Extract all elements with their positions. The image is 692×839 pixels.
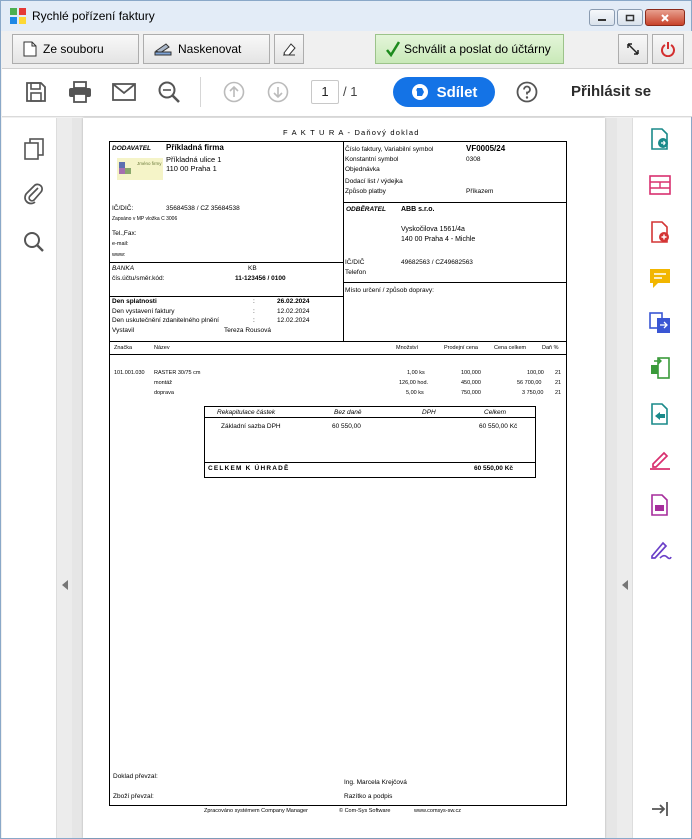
power-icon xyxy=(660,41,676,57)
supplier-city: 110 00 Praha 1 xyxy=(166,164,217,173)
share-label: Sdílet xyxy=(436,83,478,101)
recap-total-value: 60 550,00 Kč xyxy=(474,465,514,472)
recap-row-total: 60 550,00 Kč xyxy=(479,423,518,430)
recap-row-label: Základní sazba DPH xyxy=(221,423,281,430)
request-signature-button[interactable] xyxy=(648,538,672,562)
due-label: Den splatnosti xyxy=(112,298,157,305)
export-pdf-icon xyxy=(648,127,672,151)
item-total: 100,00 xyxy=(527,370,544,376)
left-rail xyxy=(2,118,56,838)
close-icon xyxy=(660,13,670,23)
items-header-line xyxy=(109,354,567,355)
minimize-icon xyxy=(597,14,607,22)
collapse-tools-button[interactable] xyxy=(648,797,672,821)
page-number-input[interactable]: 1 xyxy=(311,80,339,104)
invoice-number-label: Číslo faktury, Variabilní symbol xyxy=(345,146,434,153)
item-qty: 1,00 ks xyxy=(407,370,425,376)
save-button[interactable] xyxy=(24,80,48,104)
bank-separator-bottom xyxy=(109,296,343,297)
footer-company: © Com-Sys Software xyxy=(339,808,391,814)
issued-value: 12.02.2024 xyxy=(277,308,310,315)
help-icon xyxy=(516,81,538,103)
checkmark-icon xyxy=(386,41,400,57)
order-label: Objednávka xyxy=(345,166,380,173)
page-total: / 1 xyxy=(343,84,358,99)
recap-row-base: 60 550,00 xyxy=(332,423,361,430)
item-name: montáž xyxy=(154,380,173,386)
next-page-button[interactable] xyxy=(266,80,290,104)
item-code: 101.001.030 xyxy=(114,370,145,376)
goods-received: Zboží převzal: xyxy=(113,793,154,800)
item-total: 3 750,00 xyxy=(522,390,544,396)
supplier-street: Příkladná ulice 1 xyxy=(166,155,222,164)
recap-header-3: DPH xyxy=(422,409,436,416)
const-symbol-label: Konstantní symbol xyxy=(345,156,399,163)
bank-separator-top xyxy=(109,262,343,263)
taxable-value: 12.02.2024 xyxy=(277,317,310,324)
print-button[interactable] xyxy=(68,80,92,104)
account-value: 11-123456 / 0100 xyxy=(235,275,286,282)
customer-ico-label: IČ/DIČ xyxy=(345,259,365,266)
zoom-icon xyxy=(157,80,181,104)
due-colon: : xyxy=(253,298,255,305)
organize-icon xyxy=(648,356,672,380)
customer-tel-label: Telefon xyxy=(345,269,366,276)
item-vat: 21 xyxy=(555,380,562,386)
window-controls xyxy=(589,9,685,26)
scan-button[interactable] xyxy=(143,34,270,64)
recap-header-1: Rekapitulace částek xyxy=(217,409,276,416)
from-file-label: Ze souboru xyxy=(43,42,104,56)
sign-in-link[interactable]: Přihlásit se xyxy=(571,83,652,100)
supplier-name: Příkladná firma xyxy=(166,143,224,152)
footer-system: Zpracováno systémem Company Manager xyxy=(204,808,308,814)
signature-icon xyxy=(648,538,672,562)
col-qty: Množství xyxy=(396,345,419,351)
issuer-label: Vystavil xyxy=(112,327,135,334)
app-toolbar xyxy=(2,31,692,69)
recap-header-2: Bez daně xyxy=(334,409,362,416)
convert-button[interactable] xyxy=(648,402,672,426)
taxable-label: Den uskutečnění zdanitelného plnění xyxy=(112,317,219,324)
col-name: Název xyxy=(154,345,170,351)
destination-label: Místo určení / způsob dopravy: xyxy=(345,287,434,294)
search-icon xyxy=(22,230,46,254)
combine-files-button[interactable] xyxy=(648,311,672,335)
fullscreen-button[interactable] xyxy=(618,34,648,64)
attachments-button[interactable] xyxy=(22,182,46,206)
eraser-icon xyxy=(281,42,297,56)
close-button[interactable] xyxy=(645,9,685,26)
bank-value: KB xyxy=(248,265,257,272)
restore-button[interactable] xyxy=(617,9,643,26)
item-price: 750,000 xyxy=(461,390,481,396)
recap-total-line xyxy=(204,462,536,463)
col-code: Značka xyxy=(114,345,133,351)
customer-ico-value: 49682563 / CZ49682563 xyxy=(401,259,473,266)
document-lock-icon xyxy=(648,493,672,517)
recap-header-line xyxy=(204,417,536,418)
document-icon xyxy=(23,41,37,57)
collapse-right-icon xyxy=(622,580,628,590)
item-vat: 21 xyxy=(555,370,562,376)
expand-icon xyxy=(626,42,640,56)
organize-pages-button[interactable] xyxy=(648,356,672,380)
customer-label: ODBĚRATEL xyxy=(346,206,386,213)
item-name: doprava xyxy=(154,390,174,396)
item-qty: 126,00 hod. xyxy=(399,380,429,386)
layout-icon xyxy=(648,173,672,197)
www-label: www: xyxy=(112,252,126,258)
payment-value: Příkazem xyxy=(466,188,494,195)
app-icon xyxy=(10,8,26,24)
power-button[interactable] xyxy=(652,34,684,64)
delivery-label: Dodací list / výdejka xyxy=(345,178,403,185)
title-bar xyxy=(1,1,691,31)
customer-name: ABB s.r.o. xyxy=(401,206,435,213)
invoice-number-value: VF0005/24 xyxy=(466,144,506,153)
toolbar-separator xyxy=(200,77,201,107)
from-file-button[interactable] xyxy=(12,34,139,64)
email-button[interactable] xyxy=(112,80,136,104)
payment-label: Způsob platby xyxy=(345,188,386,195)
page-thumbnails-button[interactable] xyxy=(22,137,46,161)
comment-button[interactable] xyxy=(648,266,672,290)
recap-header-4: Celkem xyxy=(484,409,507,416)
comment-icon xyxy=(648,266,672,290)
footer-web: www.comsys-sw.cz xyxy=(414,808,462,814)
mail-icon xyxy=(112,83,136,101)
help-button[interactable] xyxy=(515,80,539,104)
customer-street: Vyskočilova 1561/4a xyxy=(401,226,465,233)
doc-received: Doklad převzal: xyxy=(113,773,158,780)
due-value: 26.02.2024 xyxy=(277,298,310,305)
registry: Zapsáno v MP vložka C 3006 xyxy=(112,216,178,222)
document-area[interactable] xyxy=(72,118,617,838)
protect-button[interactable] xyxy=(648,493,672,517)
col-vat: Daň % xyxy=(542,345,559,351)
eraser-button[interactable] xyxy=(274,34,304,64)
pages-icon xyxy=(22,137,46,161)
convert-icon xyxy=(648,402,672,426)
collapse-left-icon xyxy=(62,580,68,590)
logo-text: Jméno firmy xyxy=(137,161,162,166)
taxable-colon: : xyxy=(253,317,255,324)
item-price: 100,000 xyxy=(461,370,481,376)
approve-send-label: Schválit a poslat do účtárny xyxy=(404,42,551,56)
stamp-label: Razítko a podpis xyxy=(344,793,393,800)
item-price: 450,000 xyxy=(461,380,481,386)
scanner-icon xyxy=(154,42,172,56)
scan-label: Naskenovat xyxy=(178,42,242,56)
account-label: čís.účtu/směr.kód: xyxy=(112,275,165,282)
arrow-down-icon xyxy=(267,81,289,103)
print-icon xyxy=(68,81,92,103)
pen-icon xyxy=(648,447,672,471)
invoice-title: F A K T U R A - Daňový doklad xyxy=(283,128,420,137)
col-total: Cena celkem xyxy=(494,345,527,351)
issued-label: Den vystavení faktury xyxy=(112,308,175,315)
fill-sign-button[interactable] xyxy=(648,447,672,471)
create-pdf-icon xyxy=(648,220,672,244)
minimize-button[interactable] xyxy=(589,9,615,26)
share-icon xyxy=(411,83,429,101)
email-label: e-mail: xyxy=(112,241,129,247)
bank-label: BANKA xyxy=(112,265,135,272)
combine-icon xyxy=(648,311,672,335)
ico-value: 35684538 / CZ 35684538 xyxy=(166,205,240,212)
search-button[interactable] xyxy=(22,230,46,254)
paperclip-icon xyxy=(22,182,46,206)
item-vat: 21 xyxy=(555,390,562,396)
left-panel-toggle[interactable] xyxy=(56,118,72,838)
issuer-value: Tereza Rousová xyxy=(224,327,271,334)
item-qty: 5,00 ks xyxy=(406,390,424,396)
previous-page-button[interactable] xyxy=(222,80,246,104)
invoice-page xyxy=(83,118,605,838)
const-symbol-value: 0308 xyxy=(466,156,481,163)
supplier-label: DODAVATEL xyxy=(112,145,151,152)
create-pdf-button[interactable] xyxy=(648,220,672,244)
recap-total-label: CELKEM K ÚHRADĚ xyxy=(208,465,290,472)
item-total: 56 700,00 xyxy=(517,380,542,386)
header-bottom-line xyxy=(109,341,567,342)
issued-colon: : xyxy=(253,308,255,315)
share-button[interactable] xyxy=(393,77,495,107)
ico-label: IČ/DIČ: xyxy=(112,205,134,212)
window-title: Rychlé pořízení faktury xyxy=(32,9,155,23)
right-rail xyxy=(633,118,691,838)
zoom-search-button[interactable] xyxy=(157,80,181,104)
export-pdf-button[interactable] xyxy=(648,127,672,151)
signer-name: Ing. Marcela Krejčová xyxy=(344,779,407,786)
edit-pdf-button[interactable] xyxy=(648,173,672,197)
save-icon xyxy=(25,81,47,103)
restore-icon xyxy=(625,14,635,22)
right-panel-toggle[interactable] xyxy=(617,118,633,838)
tel-label: Tel.,Fax: xyxy=(112,230,137,237)
customer-city: 140 00 Praha 4 - Michle xyxy=(401,236,476,243)
item-name: RASTER 30/75 cm xyxy=(154,370,201,376)
approve-send-button[interactable] xyxy=(375,34,564,64)
collapse-panel-icon xyxy=(648,797,672,821)
col-price: Prodejní cena xyxy=(444,345,478,351)
arrow-up-icon xyxy=(223,81,245,103)
